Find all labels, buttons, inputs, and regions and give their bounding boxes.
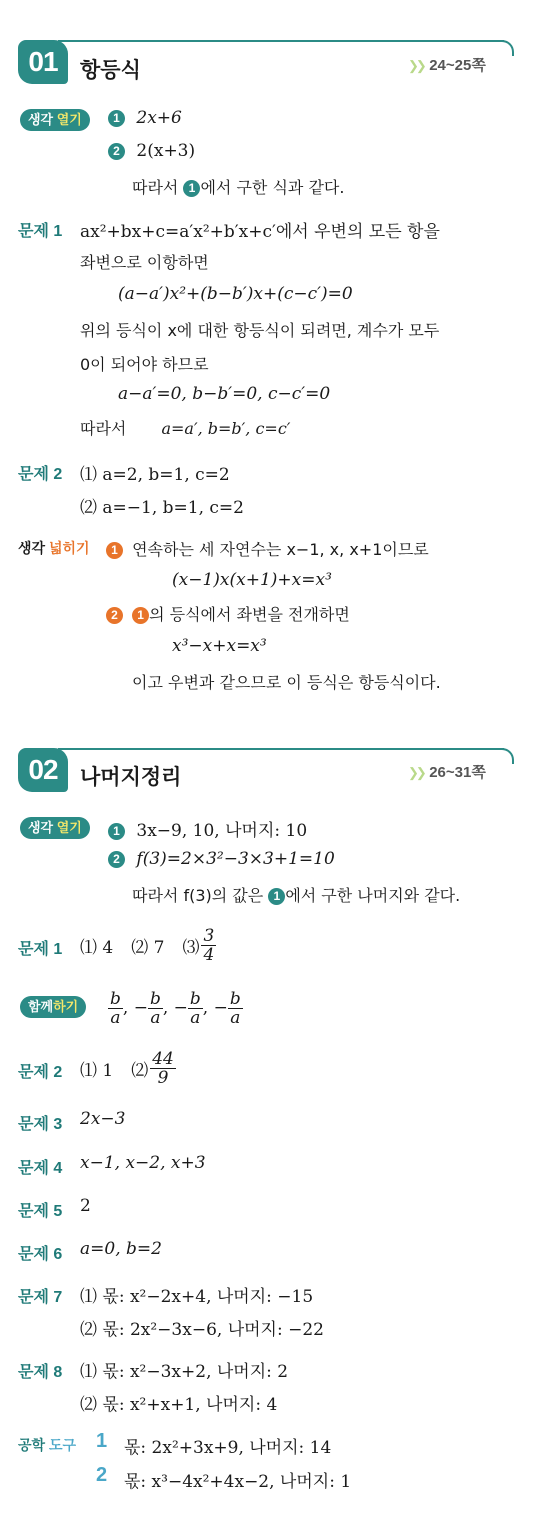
problem-8-line-1: ⑴ 몫: x²−3x+2, 나머지: 2 [80,1362,289,1382]
section-number-badge: 02 [18,748,68,792]
problem-6-answer: a=0, b=2 [80,1239,162,1259]
problem-label: 문제 8 [18,1364,63,1381]
problem-1-line-1: ax²+bx+c=a′x²+b′x+c′에서 우변의 모든 항을 [80,222,440,242]
think-open-line-1: 1 2x+6 [108,108,182,128]
problem-1-line-7: 따라서 a=a′, b=b′, c=c′ [80,419,291,438]
tool-line-2: 몫: x³−4x²+4x−2, 나머지: 1 [124,1472,352,1492]
problem-label: 문제 7 [18,1289,63,1306]
problem-label: 문제 1 [18,223,63,240]
think-open-label: 생각 열기 [20,109,90,131]
think-open-line-2: 2 2(x+3) [108,141,195,161]
problem-7-line-1: ⑴ 몫: x²−2x+4, 나머지: −15 [80,1287,314,1307]
problem-2-answers: ⑴ 1 ⑵ $\frac{44}{9}$ [80,1048,174,1088]
think-open-line-1: 1 3x−9, 10, 나머지: 10 [108,816,307,841]
circle-number-1-icon: 1 [183,180,200,197]
circle-number-1-icon: 1 [132,607,149,624]
problem-5-answer: 2 [80,1196,91,1216]
problem-2-line-1: ⑴ a=2, b=1, c=2 [80,465,230,485]
section-title: 항등식 [80,59,141,82]
problem-1-line-5: 0이 되어야 하므로 [80,355,209,374]
fraction: $\frac{b}{a}$ [110,988,121,1028]
circle-number-1-icon: 1 [268,888,285,905]
circle-number-2-icon: 2 [106,607,123,624]
think-wide-line-1: 1 연속하는 세 자연수는 x−1, x, x+1이므로 [106,537,429,560]
problem-1-answers: ⑴ 4 ⑵ 7 ⑶ $\frac{3}{4}$ [80,925,215,965]
problem-label: 문제 6 [18,1246,63,1263]
problem-label: 문제 2 [18,466,63,483]
section-header-line [58,40,504,42]
fraction: $\frac{b}{a}$ [189,988,201,1028]
problem-3-answer: 2x−3 [80,1109,126,1129]
think-wide-line-5: 이고 우변과 같으므로 이 등식은 항등식이다. [132,673,441,692]
think-wide-label: 생각 넓히기 [18,540,90,556]
page-range: ❯❯ 26~31쪽 [408,764,486,781]
section-header-line [58,748,504,750]
together-fractions: $\frac{b}{a}$ , − $\frac{b}{a}$ , − $\frac{b}{a}$ , − $\frac{b}{a}$ [110,988,241,1028]
think-wide-line-3: 2 1 의 등식에서 좌변을 전개하면 [106,602,350,625]
think-wide-line-4: x³−x+x=x³ [172,636,267,656]
tool-line-1: 몫: 2x²+3x+9, 나머지: 14 [124,1438,332,1458]
problem-1-line-2: 좌변으로 이항하면 [80,253,209,272]
problem-label: 문제 1 [18,941,63,958]
problem-label: 문제 5 [18,1203,63,1220]
think-open-line-3: 따라서 f(3)의 값은 1 에서 구한 나머지와 같다. [132,886,461,905]
fraction: $\frac{b}{a}$ [229,988,241,1028]
fraction: $\frac{44}{9}$ [152,1048,174,1088]
problem-2-line-2: ⑵ a=−1, b=1, c=2 [80,498,244,518]
tool-number: 1 [96,1430,108,1452]
section-title: 나머지정리 [80,766,182,789]
tool-label: 공학 도구 [18,1437,77,1453]
page-range: ❯❯ 24~25쪽 [408,57,486,74]
problem-8-line-2: ⑵ 몫: x²+x+1, 나머지: 4 [80,1395,278,1415]
fraction: $\frac{b}{a}$ [149,988,161,1028]
circle-number-2-icon: 2 [108,851,125,868]
section-number-badge: 01 [18,40,68,84]
arrow-icon: ❯❯ [408,766,424,781]
think-open-line-2: 2 f(3)=2×3²−3×3+1=10 [108,849,335,869]
fraction: $\frac{3}{4}$ [203,925,215,965]
section-header-corner [498,748,514,764]
problem-1-line-4: 위의 등식이 x에 대한 항등식이 되려면, 계수가 모두 [80,321,440,340]
circle-number-1-icon: 1 [108,823,125,840]
think-open-line-3: 따라서 1 에서 구한 식과 같다. [132,178,345,197]
problem-label: 문제 2 [18,1064,63,1081]
circle-number-2-icon: 2 [108,143,125,160]
problem-4-answer: x−1, x−2, x+3 [80,1153,206,1173]
together-label: 함께하기 [20,996,86,1018]
problem-7-line-2: ⑵ 몫: 2x²−3x−6, 나머지: −22 [80,1320,324,1340]
circle-number-1-icon: 1 [108,110,125,127]
arrow-icon: ❯❯ [408,59,424,74]
think-wide-line-2: (x−1)x(x+1)+x=x³ [172,570,332,590]
tool-number: 2 [96,1464,108,1486]
problem-label: 문제 3 [18,1116,63,1133]
think-open-label: 생각 열기 [20,817,90,839]
problem-label: 문제 4 [18,1160,63,1177]
problem-1-line-6: a−a′=0, b−b′=0, c−c′=0 [118,384,331,404]
circle-number-1-icon: 1 [106,542,123,559]
problem-1-line-3: (a−a′)x²+(b−b′)x+(c−c′)=0 [118,284,353,304]
section-header-corner [498,40,514,56]
